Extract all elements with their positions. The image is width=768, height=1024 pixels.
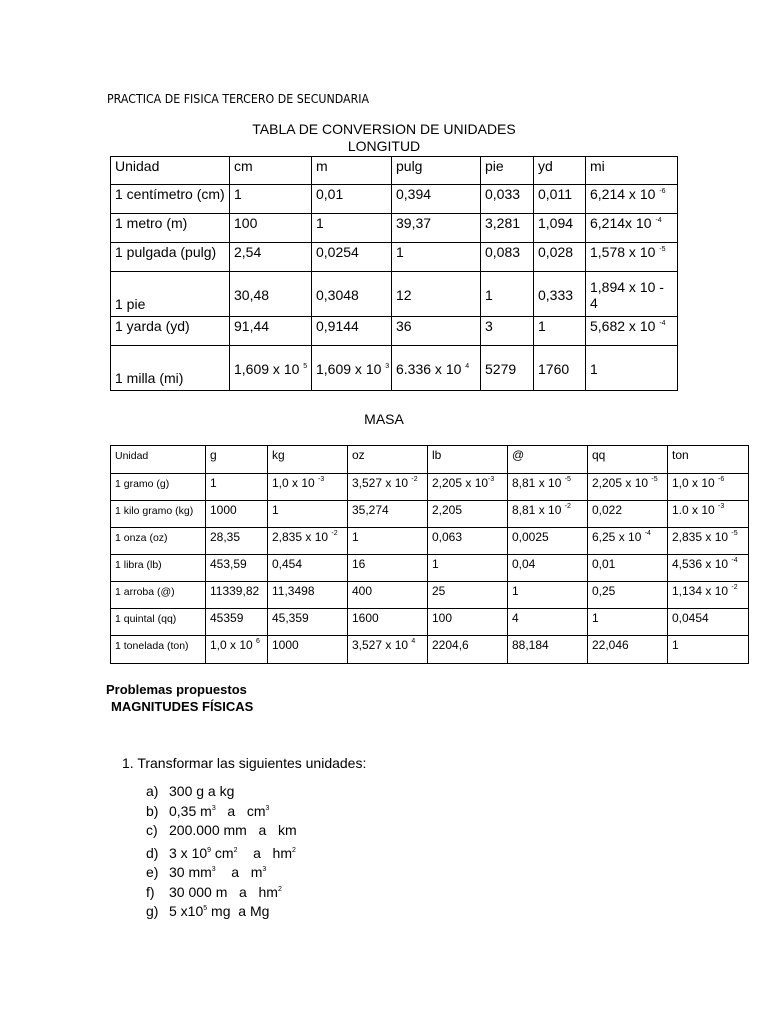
item-letter: g) [146, 903, 159, 919]
masa-value-cell: 1 [588, 609, 668, 636]
masa-value-cell: 2,205 x 10 $^{-5}$ [588, 474, 668, 501]
longitud-value-cell: 30,48 [230, 272, 312, 317]
longitud-value-cell: 0,333 [534, 272, 586, 317]
longitud-column-header: m [312, 157, 392, 185]
conversion-list [146, 782, 297, 922]
longitud-unit-cell: 1 centímetro (cm) [111, 185, 230, 214]
masa-value-cell: 1000 [268, 636, 348, 664]
masa-value-cell: 22,046 [588, 636, 668, 664]
masa-value-cell: 1600 [348, 609, 428, 636]
masa-value-cell: 1,0 x 10 $^{-3}$ [268, 474, 348, 501]
masa-table [110, 445, 749, 664]
masa-value-cell: 1,0 x 10 $^6$ [206, 636, 268, 664]
item-letter: b) [146, 802, 159, 819]
masa-column-header: qq [588, 446, 668, 474]
masa-value-cell: 28,35 [206, 528, 268, 555]
item-letter: e) [146, 864, 159, 880]
item-text: 300 g a kg [169, 783, 235, 799]
longitud-value-cell: 0,033 [481, 185, 534, 214]
longitud-column-header: mi [586, 157, 678, 185]
exponent: 3 [211, 804, 216, 812]
longitud-unit-cell: 1 metro (m) [111, 214, 230, 243]
masa-value-cell: 453,59 [206, 555, 268, 582]
longitud-value-cell: 91,44 [230, 317, 312, 346]
longitud-value-cell: 1,578 x 10 $^{-5}$ [586, 243, 678, 272]
masa-value-cell: 35,274 [348, 501, 428, 528]
masa-value-cell: 1.0 x 10 $^{-3}$ [668, 501, 749, 528]
exponent: -5 [659, 246, 666, 253]
exponent: -2 [411, 476, 418, 483]
item-text: 30 $mm^3$ a $m^3$ [169, 864, 267, 880]
longitud-value-cell: 0,3048 [312, 272, 392, 317]
masa-row [111, 609, 749, 636]
item-text: 30 000 m a $hm^2$ [169, 883, 282, 900]
exponent: 2 [291, 846, 296, 854]
masa-value-cell: 8,81 x 10 $^{-5}$ [508, 474, 588, 501]
masa-unit-cell: 1 kilo gramo (kg) [111, 501, 206, 528]
longitud-unit-cell: 1 milla (mi) [111, 346, 230, 391]
conversion-item [146, 782, 297, 802]
masa-value-cell: 88,184 [508, 636, 588, 664]
masa-row [111, 555, 749, 582]
longitud-column-header: pie [481, 157, 534, 185]
masa-value-cell: 2,205 [428, 501, 508, 528]
exponent: -4 [731, 557, 738, 564]
item-letter: c) [146, 822, 158, 838]
exponent: -5 [731, 530, 738, 537]
masa-row [111, 474, 749, 501]
masa-value-cell: 0,022 [588, 501, 668, 528]
exponent: 4 [465, 362, 470, 370]
exponent: 5 [303, 362, 308, 370]
masa-value-cell: 1 [348, 528, 428, 555]
exponent: 3 [211, 866, 216, 873]
masa-value-cell: 1000 [206, 501, 268, 528]
conversion-item [146, 802, 297, 822]
masa-unit-cell: 1 quintal (qq) [111, 609, 206, 636]
longitud-value-cell: 5279 [481, 346, 534, 391]
longitud-value-cell: 6,214 x 10 $^{-6}$ [586, 185, 678, 214]
masa-row [111, 501, 749, 528]
longitud-value-cell: 0,011 [534, 185, 586, 214]
exponent: -4 [659, 320, 666, 327]
masa-unit-cell: 1 libra (lb) [111, 555, 206, 582]
exponent: -6 [659, 188, 666, 195]
masa-value-cell: 0,04 [508, 555, 588, 582]
masa-row [111, 582, 749, 609]
item-letter: a) [146, 783, 159, 799]
masa-value-cell: 2204,6 [428, 636, 508, 664]
exponent: -3 [718, 503, 725, 510]
masa-value-cell: 0,0025 [508, 528, 588, 555]
item-text: 3 x $10^9$ $cm^2$ a $hm^2$ [169, 844, 296, 861]
masa-value-cell: 1,134 x 10 $^{-2}$ [668, 582, 749, 609]
masa-value-cell: 16 [348, 555, 428, 582]
exponent: -5 [651, 476, 658, 483]
longitud-row [111, 185, 678, 214]
masa-row [111, 528, 749, 555]
item-text: 200.000 mm a km [169, 822, 297, 838]
exponent: -6 [718, 476, 725, 483]
masa-value-cell: 1 [508, 582, 588, 609]
masa-value-cell: 2,205 x $10^{-3}$ [428, 474, 508, 501]
masa-value-cell: 1 [668, 636, 749, 664]
exponent: 5 [203, 905, 208, 912]
table-title: TABLA DE CONVERSION DE UNIDADES [252, 121, 516, 137]
longitud-value-cell: 3 [481, 317, 534, 346]
longitud-value-cell: 1,894 x 10 - 4 [586, 272, 678, 317]
masa-value-cell: 0,454 [268, 555, 348, 582]
masa-value-cell: 1 [428, 555, 508, 582]
longitud-row [111, 346, 678, 391]
masa-value-cell: 1 [268, 501, 348, 528]
masa-column-header: ton [668, 446, 749, 474]
masa-value-cell: 25 [428, 582, 508, 609]
exponent: 6 [256, 638, 260, 645]
longitud-value-cell: 0,028 [534, 243, 586, 272]
masa-unit-cell: 1 arroba (@) [111, 582, 206, 609]
exponent: 3 [385, 362, 390, 370]
masa-value-cell: 0,25 [588, 582, 668, 609]
longitud-value-cell: 36 [392, 317, 481, 346]
masa-unit-cell: 1 tonelada (ton) [111, 636, 206, 664]
longitud-unit-cell: 1 yarda (yd) [111, 317, 230, 346]
longitud-column-header: Unidad [111, 157, 230, 185]
longitud-value-cell: 1 [534, 317, 586, 346]
longitud-value-cell: 5,682 x 10 $^{-4}$ [586, 317, 678, 346]
longitud-value-cell: 6.336 x 10 $^4$ [392, 346, 481, 391]
page-header: PRACTICA DE FISICA TERCERO DE SECUNDARIA [107, 92, 370, 106]
longitud-value-cell: 1 [481, 272, 534, 317]
longitud-value-cell: 1,094 [534, 214, 586, 243]
longitud-unit-cell: 1 pulgada (pulg) [111, 243, 230, 272]
exponent: 3 [262, 866, 267, 873]
longitud-row [111, 317, 678, 346]
longitud-header-row [111, 157, 678, 185]
longitud-value-cell: 3,281 [481, 214, 534, 243]
masa-value-cell: 4 [508, 609, 588, 636]
longitud-value-cell: 1 [586, 346, 678, 391]
masa-value-cell: 3,527 x 10 $^{-2}$ [348, 474, 428, 501]
longitud-row [111, 214, 678, 243]
longitud-value-cell: 39,37 [392, 214, 481, 243]
magnitudes-heading: MAGNITUDES FÍSICAS [111, 699, 254, 714]
masa-value-cell: 2,835 x 10 $^{-2}$ [268, 528, 348, 555]
masa-unit-cell: 1 onza (oz) [111, 528, 206, 555]
conversion-item [146, 883, 297, 903]
masa-value-cell: 3,527 x 10 $^4$ [348, 636, 428, 664]
masa-value-cell: 1,0 x 10 $^{-6}$ [668, 474, 749, 501]
conversion-item [146, 863, 297, 883]
problems-heading: Problemas propuestos [106, 682, 247, 697]
problem-1-text: 1. Transformar las siguientes unidades: [122, 755, 367, 771]
exponent: -2 [731, 584, 738, 591]
longitud-value-cell: 100 [230, 214, 312, 243]
exponent: -2 [331, 530, 338, 537]
longitud-value-cell: 0,9144 [312, 317, 392, 346]
exponent: -5 [564, 476, 571, 483]
longitud-value-cell: 2,54 [230, 243, 312, 272]
longitud-value-cell: 0,0254 [312, 243, 392, 272]
masa-value-cell: 6,25 x 10 $^{-4}$ [588, 528, 668, 555]
longitud-title: LONGITUD [347, 138, 421, 154]
masa-value-cell: 0,0454 [668, 609, 749, 636]
longitud-table [110, 156, 678, 391]
exponent: 2 [277, 885, 282, 893]
longitud-value-cell: 0,01 [312, 185, 392, 214]
masa-header-row [111, 446, 749, 474]
exponent: -3 [318, 476, 325, 483]
exponent: -3 [488, 476, 495, 483]
longitud-value-cell: 1 [392, 243, 481, 272]
longitud-column-header: cm [230, 157, 312, 185]
exponent: 2 [233, 846, 238, 854]
masa-value-cell: 100 [428, 609, 508, 636]
masa-column-header: g [206, 446, 268, 474]
longitud-value-cell: 1,609 x 10 $^5$ [230, 346, 312, 391]
masa-value-cell: 11339,82 [206, 582, 268, 609]
longitud-value-cell: 1760 [534, 346, 586, 391]
longitud-value-cell: 1 [230, 185, 312, 214]
masa-value-cell: 8,81 x 10 $^{-2}$ [508, 501, 588, 528]
masa-column-header: oz [348, 446, 428, 474]
exponent: 4 [411, 638, 416, 645]
masa-title: MASA [364, 411, 404, 427]
exponent: -2 [564, 503, 571, 510]
exponent: 9 [207, 846, 212, 854]
masa-value-cell: 11,3498 [268, 582, 348, 609]
masa-column-header: @ [508, 446, 588, 474]
masa-value-cell: 1 [206, 474, 268, 501]
longitud-value-cell: 0,083 [481, 243, 534, 272]
item-text: 0,35 $m^3$ a $cm^3$ [169, 802, 270, 819]
masa-value-cell: 2,835 x 10 $^{-5}$ [668, 528, 749, 555]
longitud-value-cell: 6,214x 10 $^{-4}$ [586, 214, 678, 243]
item-letter: f) [146, 883, 155, 900]
exponent: 3 [265, 804, 270, 812]
masa-column-header: lb [428, 446, 508, 474]
item-letter: d) [146, 844, 159, 861]
masa-value-cell: 0,01 [588, 555, 668, 582]
masa-unit-cell: 1 gramo (g) [111, 474, 206, 501]
conversion-item [146, 844, 297, 864]
longitud-column-header: yd [534, 157, 586, 185]
longitud-column-header: pulg [392, 157, 481, 185]
longitud-value-cell: 1,609 x 10 $^3$ [312, 346, 392, 391]
longitud-value-cell: 1 [312, 214, 392, 243]
masa-row [111, 636, 749, 664]
masa-value-cell: 4,536 x 10 $^{-4}$ [668, 555, 749, 582]
longitud-unit-cell: 1 pie [111, 272, 230, 317]
longitud-row [111, 243, 678, 272]
longitud-value-cell: 0,394 [392, 185, 481, 214]
longitud-row [111, 272, 678, 317]
masa-value-cell: 45,359 [268, 609, 348, 636]
masa-value-cell: 400 [348, 582, 428, 609]
masa-value-cell: 45359 [206, 609, 268, 636]
masa-column-header: kg [268, 446, 348, 474]
longitud-value-cell: 12 [392, 272, 481, 317]
masa-column-header: Unidad [111, 446, 206, 474]
conversion-item [146, 821, 297, 841]
conversion-item [146, 902, 297, 922]
masa-value-cell: 0,063 [428, 528, 508, 555]
exponent: -4 [644, 530, 651, 537]
item-text: 5 $x10^5$ mg a Mg [169, 903, 270, 919]
exponent: -4 [655, 217, 662, 224]
